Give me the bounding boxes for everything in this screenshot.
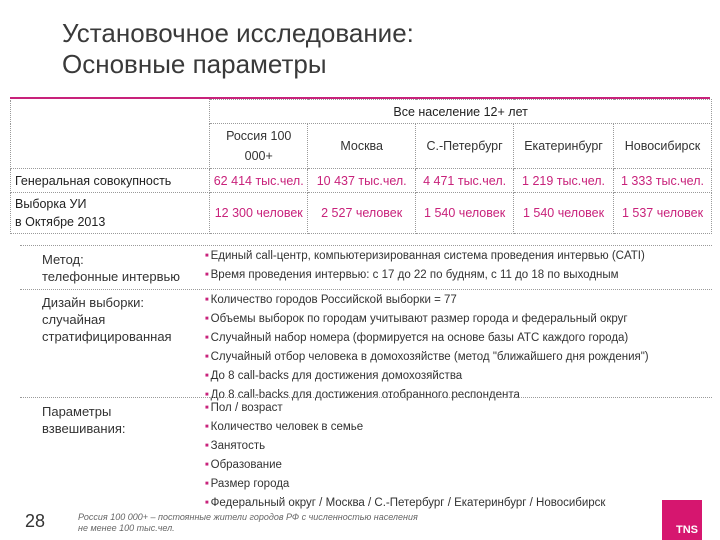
cell-value: 10 437 тыс.чел. — [308, 169, 416, 193]
label-line: стратифицированная — [42, 329, 172, 344]
row-label — [11, 193, 210, 234]
label-line: Метод: — [42, 252, 84, 267]
cell-value: 62 414 тыс.чел. — [210, 169, 308, 193]
footnote-line: Россия 100 000+ – постоянные жители городов РФ с численностью населения — [78, 512, 418, 522]
cell-value: 1 540 человек — [514, 193, 614, 234]
col-header-novosibirsk: Новосибирск — [614, 124, 712, 169]
section-sample-design — [20, 289, 712, 401]
population-header: Все население 12+ лет — [210, 100, 712, 124]
label-line: Параметры — [42, 404, 112, 419]
list-item: ■ Размер города — [205, 476, 605, 495]
title-line-1: Установочное исследование: — [62, 18, 414, 48]
col-header-moscow: Москва — [308, 124, 416, 169]
list-item: ■ До 8 call-backs для достижения домохозяйства — [205, 368, 649, 387]
list-item: ■ Федеральный округ / Москва / С.-Петербург / Екатеринбург / Новосибирск — [205, 495, 605, 514]
label-line: взвешивания: — [42, 421, 126, 436]
cell-value: 4 471 тыс.чел. — [416, 169, 514, 193]
col-header-spb: С.-Петербург — [416, 124, 514, 169]
parameters-table — [10, 99, 712, 234]
list-item: ■ Объемы выборок по городам учитывают размер города и федеральный округ — [205, 311, 649, 330]
section-method — [20, 245, 712, 284]
table-row — [11, 193, 712, 234]
list-item: ■ До 8 call-backs для достижения отобранного респондента — [205, 387, 649, 406]
table-row — [11, 169, 712, 193]
footnote-line: не менее 100 тыс.чел. — [78, 523, 175, 533]
label-line: Дизайн выборки: — [42, 295, 145, 310]
list-item: ■ Единый call-центр, компьютеризированная система проведения интервью (CATI) — [205, 248, 645, 267]
cell-value: 1 540 человек — [416, 193, 514, 234]
table-corner — [11, 100, 210, 169]
logo-text: TNS — [676, 524, 698, 536]
cell-value: 12 300 человек — [210, 193, 308, 234]
page-number: 28 — [25, 511, 46, 531]
list-item: ■ Случайный отбор человека в домохозяйстве (метод "ближайшего дня рождения") — [205, 349, 649, 368]
bullet-list — [205, 248, 645, 286]
page-title — [62, 18, 414, 80]
list-item: ■ Занятость — [205, 438, 605, 457]
list-item: ■ Время проведения интервью: с 17 до 22 по будням, с 11 до 18 по выходным — [205, 267, 645, 286]
bullet-list — [205, 400, 605, 514]
cell-value: 1 333 тыс.чел. — [614, 169, 712, 193]
row-label: Генеральная совокупность — [11, 169, 210, 193]
col-header-ekaterinburg: Екатеринбург — [514, 124, 614, 169]
col-header-russia: Россия 100 000+ — [210, 124, 308, 169]
list-item: ■ Образование — [205, 457, 605, 476]
footnote — [78, 512, 418, 534]
row-label-line-2: в Октябре 2013 — [15, 215, 106, 229]
tns-logo — [662, 500, 702, 540]
list-item: ■ Количество человек в семье — [205, 419, 605, 438]
list-item: ■ Пол / возраст — [205, 400, 605, 419]
label-line: телефонные интервью — [42, 269, 181, 284]
section-label — [42, 403, 125, 437]
list-item: ■ Количество городов Российской выборки = 77 — [205, 292, 649, 311]
list-item: ■ Случайный набор номера (формируется на основе базы АТС каждого города) — [205, 330, 649, 349]
section-label — [42, 294, 172, 345]
cell-value: 1 219 тыс.чел. — [514, 169, 614, 193]
bullet-list — [205, 292, 649, 406]
row-label-line-1: Выборка УИ — [15, 197, 87, 211]
section-label — [42, 251, 180, 285]
cell-value: 1 537 человек — [614, 193, 712, 234]
title-line-2: Основные параметры — [62, 49, 327, 79]
label-line: случайная — [42, 312, 106, 327]
cell-value: 2 527 человек — [308, 193, 416, 234]
section-weighting — [20, 397, 712, 509]
